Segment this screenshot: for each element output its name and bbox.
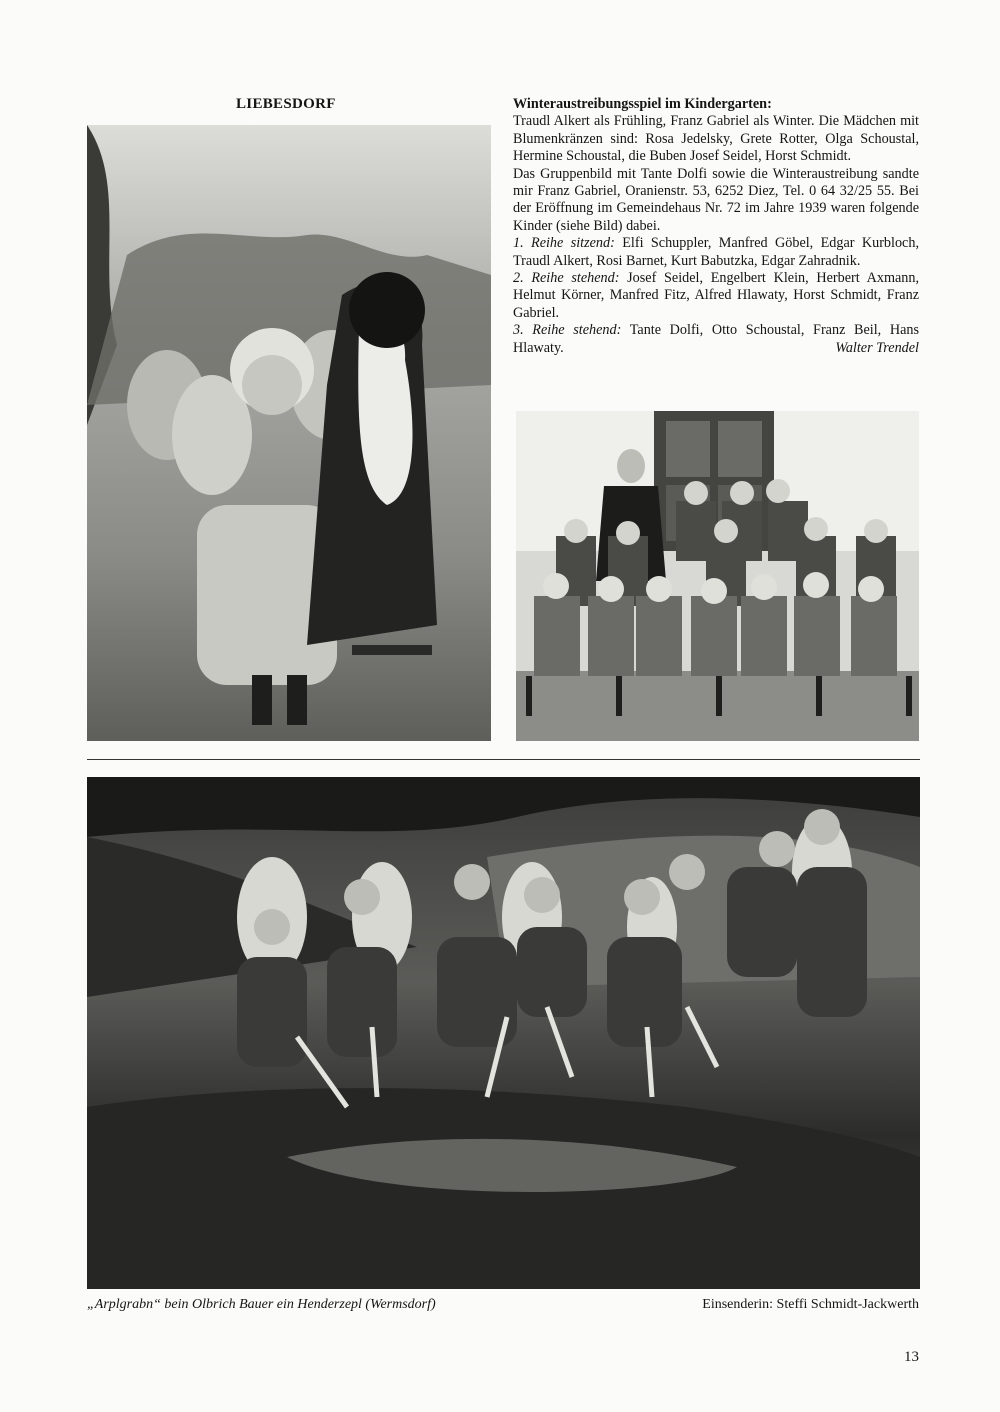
sender-credit: Einsenderin: Steffi Schmidt-Jackwerth (702, 1297, 919, 1312)
article-heading: Winteraustreibungsspiel im Kindergarten: (513, 96, 772, 112)
section-divider (87, 759, 920, 760)
page-number: 13 (904, 1349, 919, 1365)
field-work-photo (87, 777, 920, 1289)
field-photo-caption: „Arplgrabn“ bein Olbrich Bauer ein Henderzepl (Wermsdorf) (87, 1297, 436, 1312)
article-paragraph-2: Das Gruppenbild mit Tante Dolfi sowie die Winteraustreibung sandte mir Franz Gabriel, Oranienstr. 53, 6252 Diez, Tel. 0 64 32/25 55. Bei der Eröffnung im Gemeindehaus Nr. 72 im Jahre 1939 waren folgende Kinder (siehe Bild) dabei. (513, 165, 919, 234)
row-1-list (513, 235, 919, 270)
row-3-label: 3. Reihe stehend: (513, 322, 622, 339)
kindergarten-group-photo (516, 411, 919, 741)
winter-play-photo (87, 125, 491, 741)
row-1-label: 1. Reihe sitzend: (513, 235, 615, 252)
row-3-list (513, 322, 919, 357)
row-2-names: Josef Seidel, Engelbert Klein, Herbert Axmann, Helmut Körner, Manfred Fitz, Alfred Hlawaty, Horst Schmidt, Franz Gabriel. (513, 270, 920, 321)
section-title: LIEBESDORF (236, 96, 336, 112)
row-1-names: Elfi Schuppler, Manfred Göbel, Edgar Kurbloch, Traudl Alkert, Rosi Barnet, Kurt Babutzka, Edgar Zahradnik. (513, 235, 919, 269)
article-paragraph-1: Traudl Alkert als Frühling, Franz Gabriel als Winter. Die Mädchen mit Blumenkränzen sind: Rosa Jedelsky, Grete Rotter, Olga Schoustal, Hermine Schoustal, die Buben Josef Seidel, Horst Schmidt. (513, 113, 919, 165)
author-signature: Walter Trendel (835, 339, 919, 356)
row-3-names: Tante Dolfi, Otto Schoustal, Franz Beil, Hans Hlawaty. (513, 322, 920, 356)
row-2-list (513, 270, 919, 322)
article-text (513, 96, 919, 357)
row-2-label: 2. Reihe stehend: (513, 270, 620, 287)
